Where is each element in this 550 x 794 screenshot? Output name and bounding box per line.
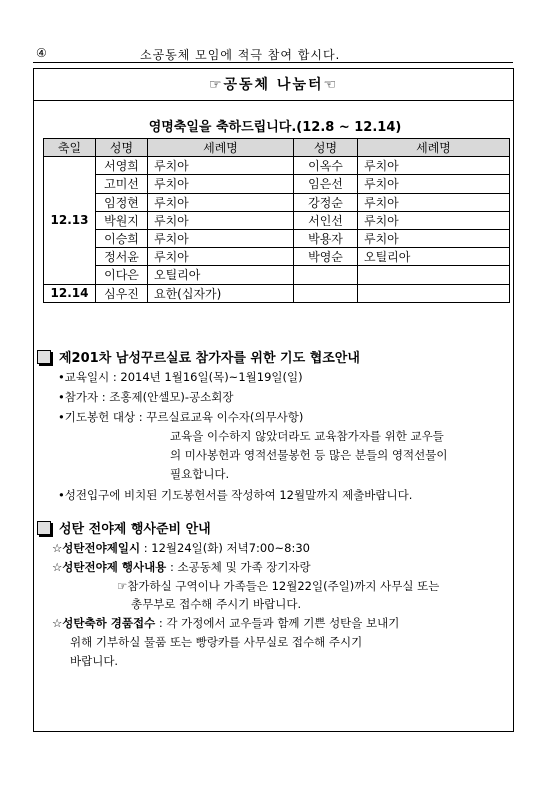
table-row bbox=[44, 211, 510, 229]
name-cell: 이옥수 bbox=[294, 157, 358, 175]
feast-header-row bbox=[44, 139, 510, 157]
baptismal-name-cell: 루치아 bbox=[358, 211, 510, 229]
baptismal-name-cell: 루치아 bbox=[148, 211, 294, 229]
name-cell: 임은선 bbox=[294, 175, 358, 193]
page-motto: 소공동체 모임에 적극 참여 합시다. bbox=[140, 48, 341, 62]
checkbox-bullet-icon bbox=[37, 521, 51, 535]
christmas-contest bbox=[52, 615, 399, 631]
christmas-contest-line: 위해 기부하실 물품 또는 빵랑카를 사무실로 접수해 주시기 bbox=[70, 635, 363, 649]
name-cell: 강정순 bbox=[294, 193, 358, 211]
christmas-date bbox=[52, 540, 310, 556]
table-row bbox=[44, 284, 510, 302]
baptismal-name-cell bbox=[358, 284, 510, 302]
table-row bbox=[44, 175, 510, 193]
baptismal-name-cell: 루치아 bbox=[358, 193, 510, 211]
prayer-participant: •참가자 : 조홍제(안셀모)-공소회장 bbox=[58, 390, 234, 404]
prayer-note-line: 필요합니다. bbox=[170, 467, 230, 481]
baptismal-name-cell: 루치아 bbox=[148, 229, 294, 247]
christmas-contest-value: : 각 가정에서 교우들과 함께 기쁜 성탄을 보내기 bbox=[155, 616, 400, 630]
feast-date-cell: 12.14 bbox=[44, 284, 96, 302]
christmas-contest-label: ☆성탄축하 경품접수 bbox=[52, 616, 156, 630]
baptismal-name-cell: 루치아 bbox=[148, 157, 294, 175]
baptismal-name-cell: 오틸리아 bbox=[358, 248, 510, 266]
col-name-header: 성명 bbox=[96, 139, 148, 157]
baptismal-name-cell: 요한(십자가) bbox=[148, 284, 294, 302]
name-cell: 정서윤 bbox=[96, 248, 148, 266]
baptismal-name-cell: 루치아 bbox=[148, 175, 294, 193]
prayer-section-title bbox=[37, 347, 360, 366]
christmas-section-title bbox=[37, 518, 211, 537]
table-row bbox=[44, 229, 510, 247]
table-row bbox=[44, 157, 510, 175]
col-date-header: 축일 bbox=[44, 139, 96, 157]
christmas-program-note: 총무부로 접수해 주시기 바랍니다. bbox=[131, 597, 302, 611]
christmas-program-value: : 소공동체 및 가족 장기자랑 bbox=[166, 560, 311, 574]
name-cell bbox=[294, 266, 358, 284]
prayer-period: •교육일시 : 2014년 1월16일(목)~1월19일(일) bbox=[58, 370, 303, 384]
name-cell: 박용자 bbox=[294, 229, 358, 247]
christmas-program-label: ☆성탄전야제 행사내용 bbox=[52, 560, 167, 574]
table-row bbox=[44, 248, 510, 266]
christmas-program bbox=[52, 559, 311, 575]
baptismal-name-cell: 루치아 bbox=[358, 175, 510, 193]
prayer-title-text: 제201차 남성꾸르실료 참가자를 위한 기도 협조안내 bbox=[59, 351, 360, 366]
christmas-program-note: ☞참가하실 구역이나 가족들은 12월22일(주일)까지 사무실 또는 bbox=[117, 579, 440, 593]
christmas-title-text: 성탄 전야제 행사준비 안내 bbox=[59, 522, 211, 537]
christmas-date-label: ☆성탄전야제일시 bbox=[52, 541, 141, 555]
page-number: ④ bbox=[36, 46, 47, 60]
col-baptismal-header: 세례명 bbox=[148, 139, 294, 157]
baptismal-name-cell: 루치아 bbox=[358, 229, 510, 247]
prayer-note-line: 교육을 이수하지 않았더라도 교육참가자를 위한 교우들 bbox=[170, 429, 444, 443]
name-cell: 서영희 bbox=[96, 157, 148, 175]
name-cell: 박영순 bbox=[294, 248, 358, 266]
christmas-date-value: : 12월24일(화) 저녁7:00~8:30 bbox=[140, 541, 310, 555]
col-baptismal2-header: 세례명 bbox=[358, 139, 510, 157]
name-cell: 심우진 bbox=[96, 284, 148, 302]
col-name2-header: 성명 bbox=[294, 139, 358, 157]
baptismal-name-cell: 루치아 bbox=[358, 157, 510, 175]
table-row bbox=[44, 266, 510, 284]
name-cell: 박원지 bbox=[96, 211, 148, 229]
christmas-contest-line: 바랍니다. bbox=[70, 654, 119, 668]
header-divider bbox=[33, 62, 513, 63]
name-cell: 서인선 bbox=[294, 211, 358, 229]
table-row bbox=[44, 193, 510, 211]
baptismal-name-cell: 루치아 bbox=[148, 248, 294, 266]
baptismal-name-cell: 루치아 bbox=[148, 193, 294, 211]
prayer-submit: •성전입구에 비치된 기도봉헌서를 작성하여 12월말까지 제출바랍니다. bbox=[58, 488, 413, 502]
name-cell: 임정현 bbox=[96, 193, 148, 211]
prayer-note-line: 의 미사봉헌과 영적선물봉헌 등 많은 분들의 영적선물이 bbox=[170, 448, 448, 462]
name-cell: 이승희 bbox=[96, 229, 148, 247]
prayer-target: •기도봉헌 대상 : 꾸르실료교육 이수자(의무사항) bbox=[58, 410, 304, 424]
baptismal-name-cell bbox=[358, 266, 510, 284]
baptismal-name-cell: 오틸리아 bbox=[148, 266, 294, 284]
feast-title: 영명축일을 축하드립니다.(12.8 ~ 12.14) bbox=[148, 120, 402, 135]
checkbox-bullet-icon bbox=[37, 350, 51, 364]
frame-title: ☞공동체 나눔터☜ bbox=[34, 69, 513, 101]
name-cell bbox=[294, 284, 358, 302]
name-cell: 이다은 bbox=[96, 266, 148, 284]
feast-date-cell: 12.13 bbox=[44, 157, 96, 284]
feast-table bbox=[43, 138, 510, 303]
name-cell: 고미선 bbox=[96, 175, 148, 193]
